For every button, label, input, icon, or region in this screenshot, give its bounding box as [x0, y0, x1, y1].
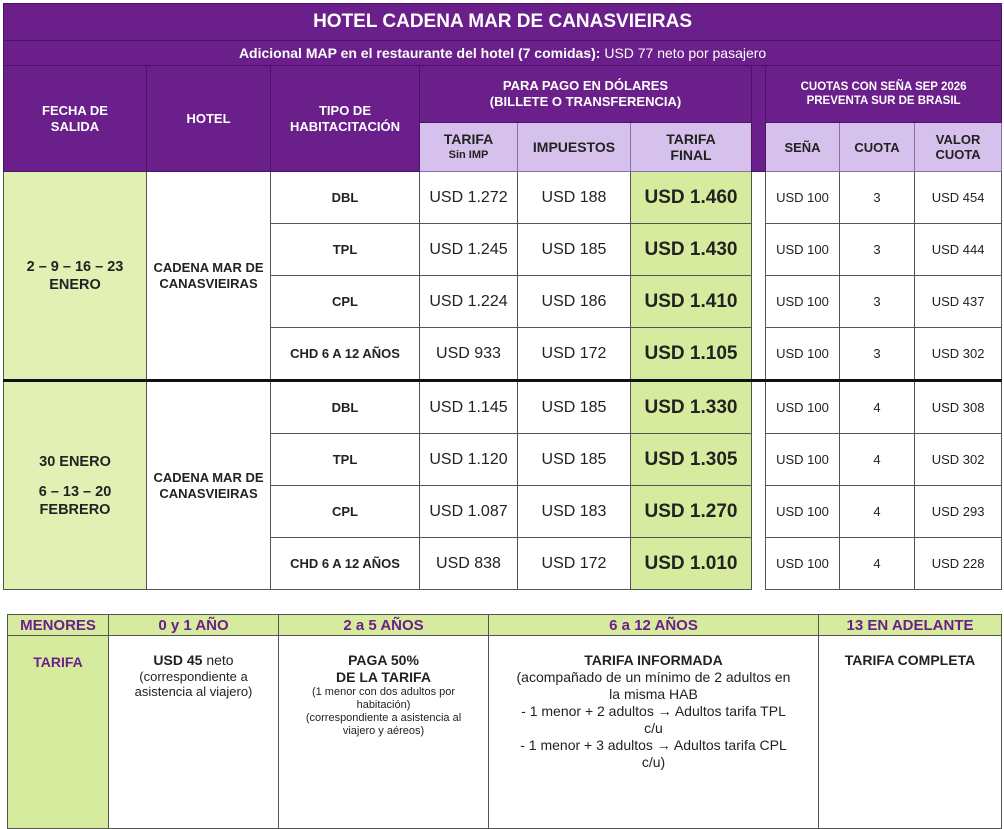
room-type: CHD 6 A 12 AÑOS	[271, 328, 420, 381]
map-note-rest: USD 77 neto por pasajero	[600, 45, 767, 61]
tax-value: USD 188	[518, 172, 631, 224]
header-fecha: FECHA DE SALIDA	[4, 66, 147, 172]
installment-value: USD 437	[915, 276, 1002, 328]
installment-value: USD 228	[915, 538, 1002, 590]
final-rate-value: USD 1.305	[631, 434, 752, 486]
rates-table	[3, 3, 1002, 590]
minors-header-label: MENORES	[8, 615, 109, 636]
minors-6-12-line3: - 1 menor + 3 adultos → Adultos tarifa CPL c/u)	[520, 737, 787, 770]
room-type: DBL	[271, 381, 420, 434]
header-sena: SEÑA	[766, 123, 840, 172]
room-type: CPL	[271, 276, 420, 328]
minors-6-12-bold: TARIFA INFORMADA	[584, 652, 723, 668]
rate-value: USD 1.120	[420, 434, 518, 486]
header-sin-imp: Sin IMP	[448, 149, 489, 161]
minors-cell-0-1	[109, 636, 279, 829]
installment-value: USD 293	[915, 486, 1002, 538]
header-impuestos: IMPUESTOS	[518, 123, 631, 172]
minors-0-1-price-bold: USD 45	[153, 652, 203, 668]
deposit-value: USD 100	[766, 276, 840, 328]
rate-value: USD 1.224	[420, 276, 518, 328]
rate-value: USD 1.087	[420, 486, 518, 538]
minors-cell-13-plus	[819, 636, 1002, 829]
minors-table	[7, 614, 1002, 829]
installment-count: 4	[840, 381, 915, 434]
tax-value: USD 183	[518, 486, 631, 538]
tax-value: USD 185	[518, 381, 631, 434]
group2-hotel: CADENA MAR DE CANASVIEIRAS	[147, 381, 271, 590]
header-pago-dolares: PARA PAGO EN DÓLARES (BILLETE O TRANSFERENCIA)	[420, 66, 752, 123]
header-tipo: TIPO DE HABITACITACIÓN	[271, 66, 420, 172]
room-type: CHD 6 A 12 AÑOS	[271, 538, 420, 590]
final-rate-value: USD 1.330	[631, 381, 752, 434]
installment-value: USD 308	[915, 381, 1002, 434]
minors-tarifa-label: TARIFA	[8, 636, 109, 829]
room-type: DBL	[271, 172, 420, 224]
header-cuotas: CUOTAS CON SEÑA SEP 2026 PREVENTA SUR DE BRASIL	[766, 66, 1002, 123]
final-rate-value: USD 1.410	[631, 276, 752, 328]
rate-value: USD 1.145	[420, 381, 518, 434]
minors-2-5-note1: (1 menor con dos adultos por habitación)	[311, 686, 456, 711]
installment-count: 4	[840, 434, 915, 486]
installment-count: 3	[840, 328, 915, 381]
deposit-value: USD 100	[766, 434, 840, 486]
column-separator	[752, 66, 766, 172]
column-separator	[752, 172, 766, 381]
final-rate-value: USD 1.010	[631, 538, 752, 590]
deposit-value: USD 100	[766, 538, 840, 590]
minors-0-1-price	[115, 652, 272, 669]
room-type: TPL	[271, 434, 420, 486]
tax-value: USD 186	[518, 276, 631, 328]
final-rate-value: USD 1.105	[631, 328, 752, 381]
table-title: HOTEL CADENA MAR DE CANASVIEIRAS	[4, 4, 1002, 41]
minors-6-12-line1: (acompañado de un mínimo de 2 adultos en la misma HAB	[516, 669, 791, 702]
minors-header-0-1: 0 y 1 AÑO	[109, 615, 279, 636]
rate-value: USD 933	[420, 328, 518, 381]
tax-value: USD 185	[518, 224, 631, 276]
installment-value: USD 444	[915, 224, 1002, 276]
installment-count: 3	[840, 172, 915, 224]
deposit-value: USD 100	[766, 486, 840, 538]
minors-0-1-price-rest: neto	[202, 652, 234, 668]
deposit-value: USD 100	[766, 224, 840, 276]
map-note-bold: Adicional MAP en el restaurante del hotel (7 comidas):	[238, 45, 601, 61]
room-type: TPL	[271, 224, 420, 276]
header-valor-cuota: VALOR CUOTA	[915, 123, 1002, 172]
minors-2-5-bold2: DE LA TARIFA	[336, 669, 431, 685]
deposit-value: USD 100	[766, 328, 840, 381]
table-row	[4, 381, 1002, 434]
column-separator	[752, 381, 766, 590]
group1-fecha: 2 – 9 – 16 – 23 ENERO	[4, 172, 147, 381]
minors-header-6-12: 6 a 12 AÑOS	[489, 615, 819, 636]
rate-value: USD 838	[420, 538, 518, 590]
minors-cell-2-5	[279, 636, 489, 829]
header-tarifa-final: TARIFA FINAL	[631, 123, 752, 172]
minors-2-5-bold1: PAGA 50%	[348, 652, 419, 668]
rate-value: USD 1.245	[420, 224, 518, 276]
tax-value: USD 172	[518, 328, 631, 381]
group2-fecha-line1: 30 ENERO	[39, 453, 111, 470]
group2-fecha-line2: 6 – 13 – 20 FEBRERO	[38, 483, 112, 518]
minors-2-5-note2: (correspondiente a asistencia al viajero y aéreos)	[305, 712, 462, 737]
minors-0-1-note: (correspondiente a asistencia al viajero)	[134, 669, 253, 699]
header-hotel: HOTEL	[147, 66, 271, 172]
room-type: CPL	[271, 486, 420, 538]
deposit-value: USD 100	[766, 381, 840, 434]
table-row	[4, 172, 1002, 224]
installment-value: USD 454	[915, 172, 1002, 224]
minors-cell-6-12	[489, 636, 819, 829]
final-rate-value: USD 1.270	[631, 486, 752, 538]
minors-header-2-5: 2 a 5 AÑOS	[279, 615, 489, 636]
installment-count: 3	[840, 276, 915, 328]
rate-value: USD 1.272	[420, 172, 518, 224]
deposit-value: USD 100	[766, 172, 840, 224]
minors-13-plus-bold: TARIFA COMPLETA	[844, 652, 976, 668]
tax-value: USD 185	[518, 434, 631, 486]
installment-value: USD 302	[915, 328, 1002, 381]
group2-fecha	[4, 381, 147, 590]
header-tarifa	[420, 123, 518, 172]
final-rate-value: USD 1.460	[631, 172, 752, 224]
installment-value: USD 302	[915, 434, 1002, 486]
minors-header-13-plus: 13 EN ADELANTE	[819, 615, 1002, 636]
header-tarifa-label: TARIFA	[443, 131, 494, 147]
minors-6-12-line2: - 1 menor + 2 adultos → Adultos tarifa TPL c/u	[521, 703, 786, 736]
installment-count: 4	[840, 538, 915, 590]
header-cuota: CUOTA	[840, 123, 915, 172]
tax-value: USD 172	[518, 538, 631, 590]
installment-count: 4	[840, 486, 915, 538]
group1-hotel: CADENA MAR DE CANASVIEIRAS	[147, 172, 271, 381]
final-rate-value: USD 1.430	[631, 224, 752, 276]
map-note	[4, 41, 1002, 66]
installment-count: 3	[840, 224, 915, 276]
